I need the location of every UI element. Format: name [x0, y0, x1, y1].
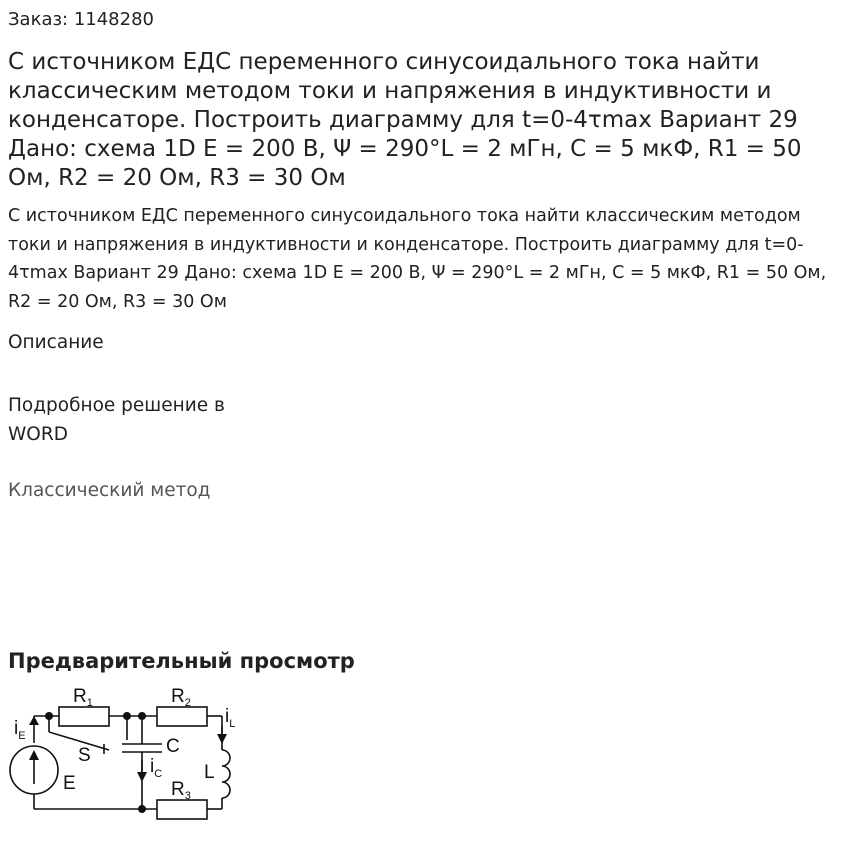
- description-text: С источником ЕДС переменного синусоидального тока найти классическим методом токи и напряжения в индуктивности и конденсаторе. Построить диаграмму для t=0-4τmax Вариант 29 Дано: схема 1D E = 200 В, Ψ = 290°L = 2 мГн, C = 5 мкФ, R1 = 50 Ом, R2 = 20 Ом, R3 = 30 Ом: [8, 206, 827, 312]
- circuit-diagram: [0, 678, 250, 828]
- method-label: Классический метод: [8, 480, 211, 501]
- label-r2: $R_2$: [171, 686, 191, 709]
- label-ie: $i_E$: [14, 718, 26, 742]
- resistor-r1: [59, 707, 109, 726]
- il-arrow-head: [217, 734, 227, 744]
- label-s: S: [78, 745, 91, 766]
- circuit-preview-image: [0, 678, 250, 828]
- label-l: L: [204, 762, 215, 783]
- label-il: $i_L$: [225, 706, 236, 730]
- label-r1: $R_1$: [73, 686, 93, 709]
- ic-arrow-head: [137, 772, 147, 782]
- label-r3: $R_3$: [171, 779, 191, 802]
- preview-heading: Предварительный просмотр: [8, 649, 355, 673]
- solution-note: Подробное решение в WORD: [8, 395, 225, 445]
- node-dot-3: [138, 712, 146, 720]
- order-number: Заказ: 1148280: [8, 9, 154, 30]
- label-ic: $i_C$: [150, 756, 163, 780]
- inductor-l: [222, 750, 230, 798]
- resistor-r2: [157, 707, 207, 726]
- label-e: E: [63, 773, 76, 794]
- node-dot-2: [123, 712, 131, 720]
- resistor-r3: [157, 800, 207, 819]
- section-description-label: Описание: [8, 332, 104, 353]
- emf-arrow-head: [29, 750, 39, 760]
- node-dot-4: [138, 805, 146, 813]
- label-c: C: [166, 736, 180, 757]
- ie-arrow-head: [29, 716, 39, 725]
- page-title: С источником ЕДС переменного синусоидального тока найти классическим методом токи и напряжения в индуктивности и конденсаторе. Построить диаграмму для t=0-4τmax Вариант 29 Дано: схема 1D E = 200 В, Ψ = 290°L = 2 мГн, C = 5 мкФ, R1 = 50 Ом, R2 = 20 Ом, R3 = 30 Ом: [8, 49, 802, 191]
- node-dot-1: [45, 712, 53, 720]
